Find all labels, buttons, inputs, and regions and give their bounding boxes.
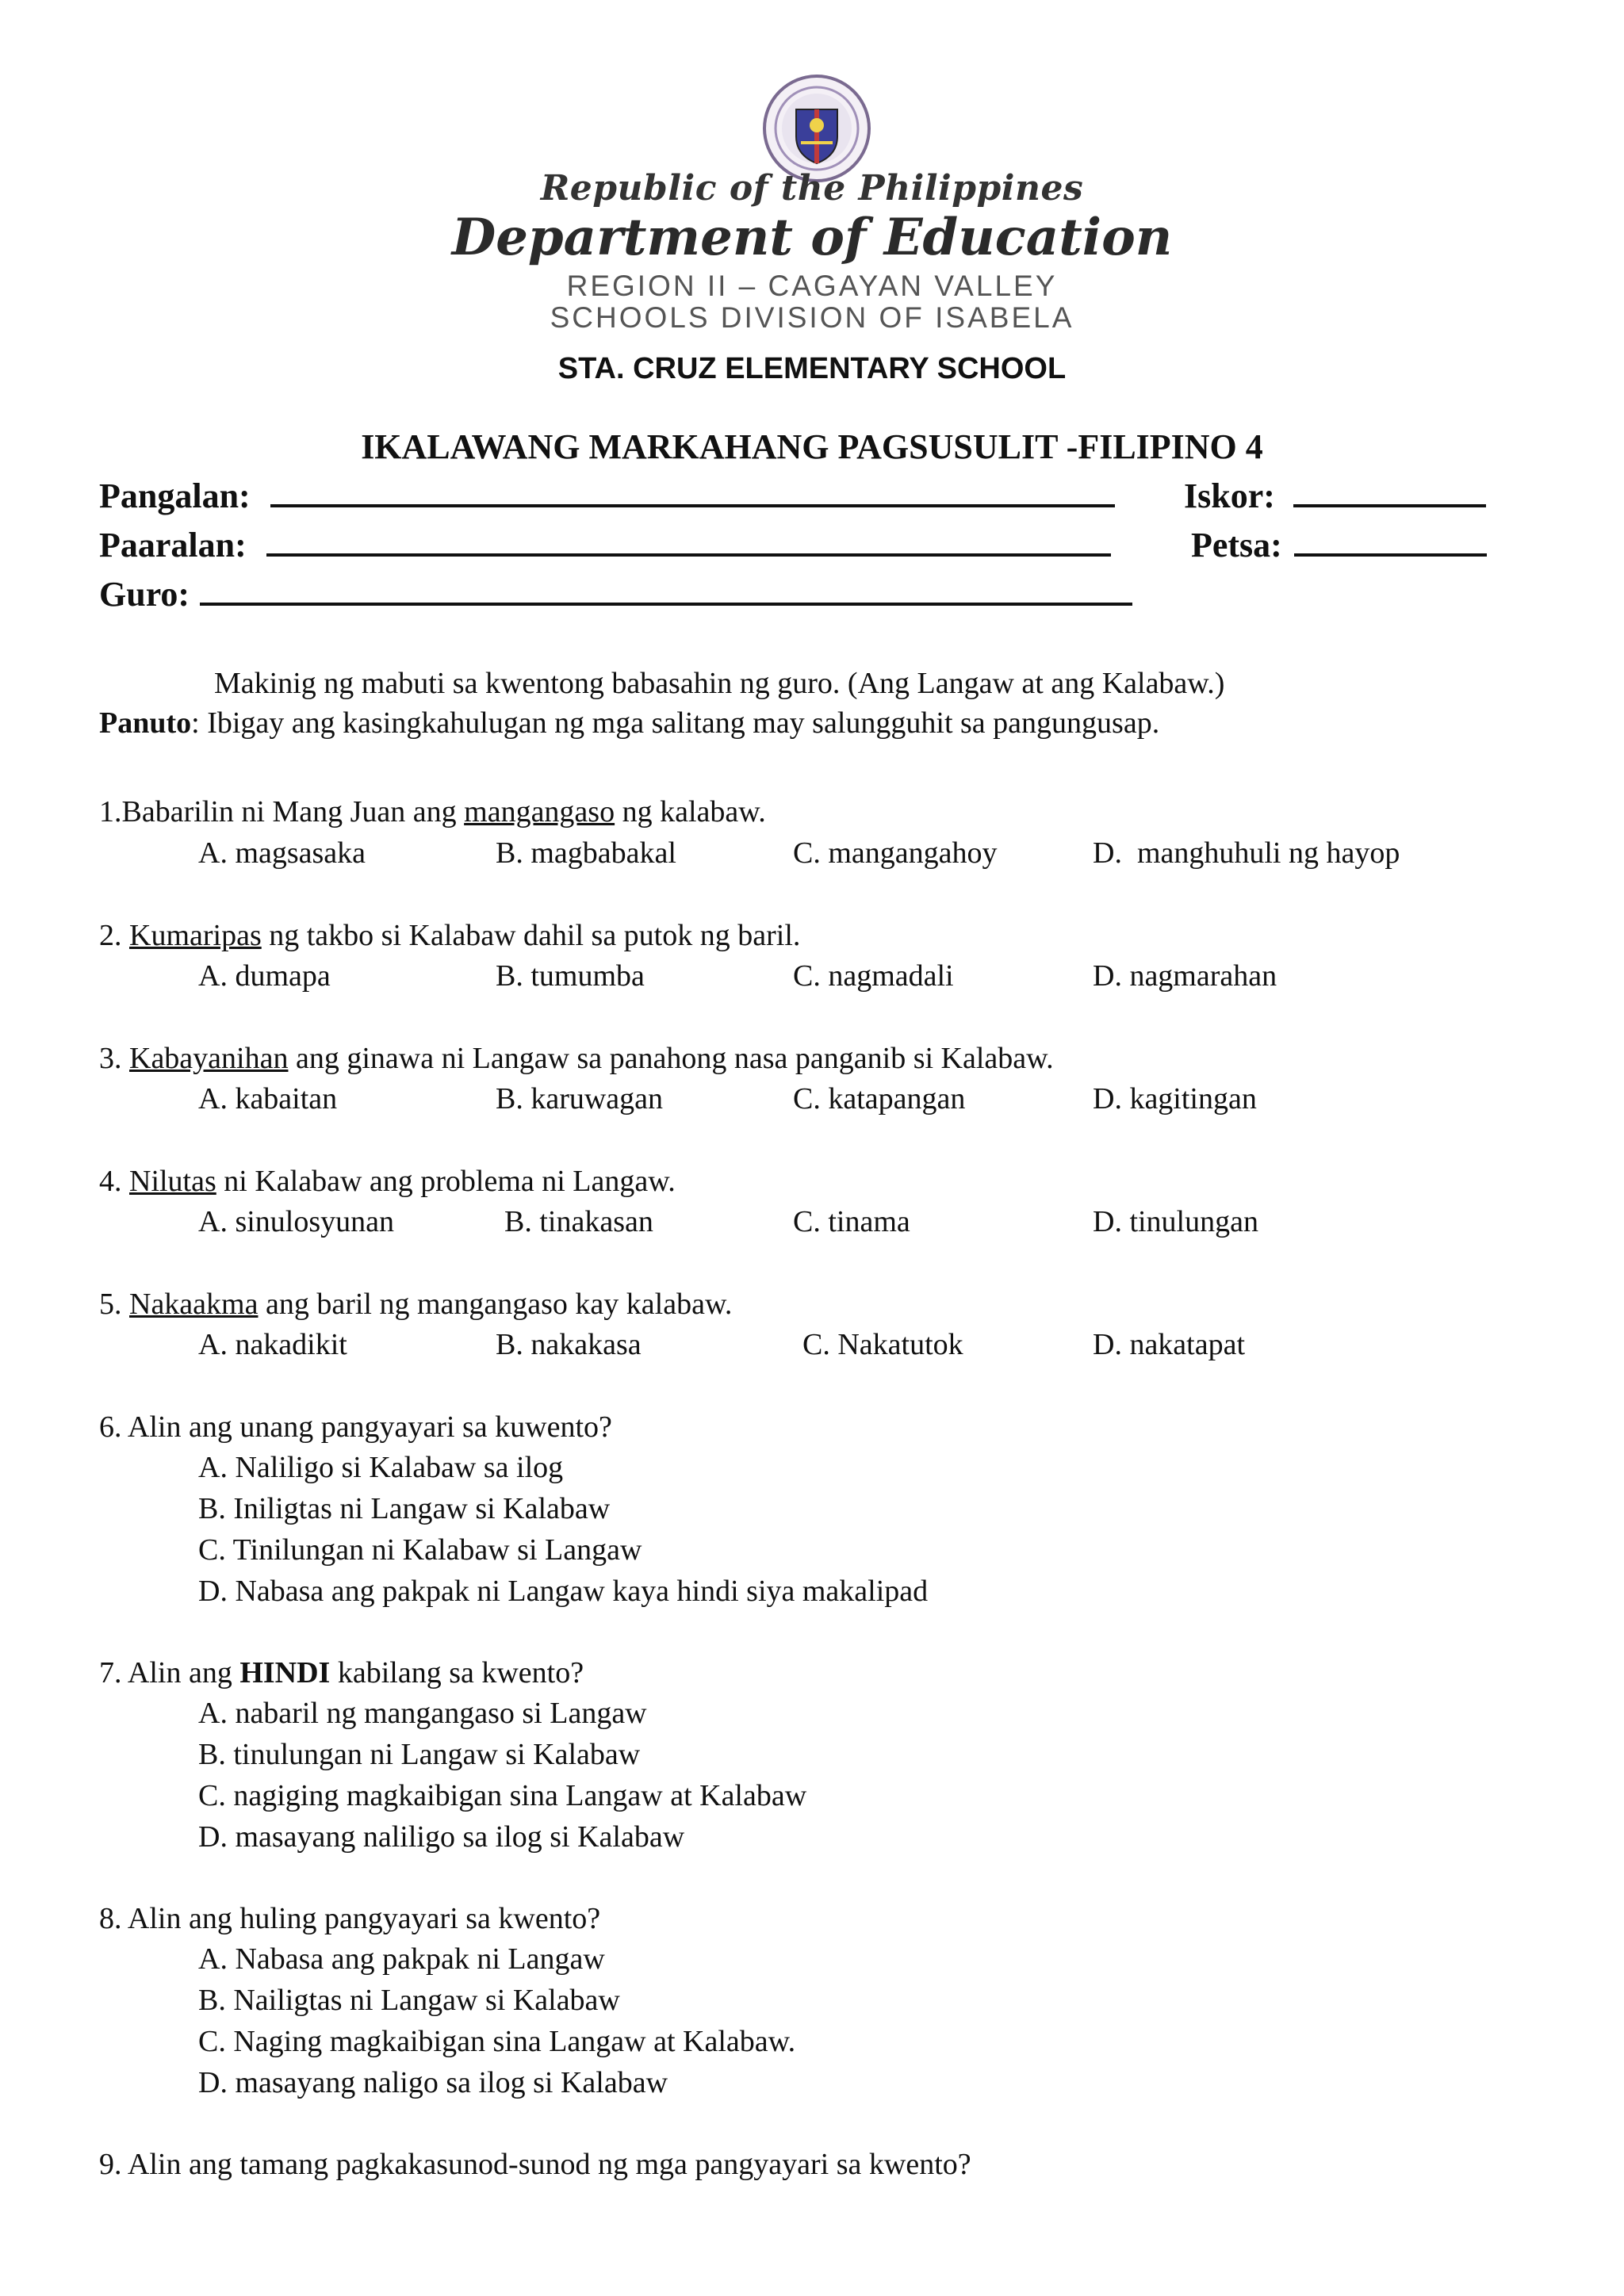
question-7 xyxy=(99,1655,584,1690)
score-field[interactable] xyxy=(1184,474,1486,516)
name-field[interactable] xyxy=(99,474,1115,516)
q8-option-b[interactable]: B. Nailigtas ni Langaw si Kalabaw xyxy=(198,1984,620,2017)
question-8: 8. Alin ang huling pangyayari sa kwento? xyxy=(99,1902,601,1935)
q8-option-a[interactable]: A. Nabasa ang pakpak ni Langaw xyxy=(198,1942,605,1976)
question-2 xyxy=(99,918,800,953)
directions-label: Panuto xyxy=(99,706,192,740)
q3-option-a[interactable]: A. kabaitan xyxy=(198,1082,338,1115)
q6-option-c[interactable]: C. Tinilungan ni Kalabaw si Langaw xyxy=(198,1533,642,1567)
q4-option-d[interactable]: D. tinulungan xyxy=(1093,1205,1258,1238)
teacher-blank[interactable] xyxy=(200,572,1132,606)
school-field[interactable] xyxy=(99,523,1111,565)
q7-option-c[interactable]: C. nagiging magkaibigan sina Langaw at Kalabaw xyxy=(198,1779,807,1812)
q8-option-d[interactable]: D. masayang naligo sa ilog si Kalabaw xyxy=(198,2066,668,2099)
q4-option-b[interactable]: B. tinakasan xyxy=(504,1205,653,1238)
deped-seal-icon xyxy=(761,73,872,184)
q1-option-b[interactable]: B. magbabakal xyxy=(496,836,676,870)
date-blank[interactable] xyxy=(1294,523,1487,557)
underlined-word: mangangaso xyxy=(464,795,615,828)
date-label: Petsa: xyxy=(1191,526,1282,564)
question-text: 3. xyxy=(99,1042,129,1075)
question-text: 7. Alin ang xyxy=(99,1656,240,1689)
score-label: Iskor: xyxy=(1184,476,1275,515)
letterhead xyxy=(0,0,1624,444)
q7-option-b[interactable]: B. tinulungan ni Langaw si Kalabaw xyxy=(198,1738,641,1771)
question-1 xyxy=(99,794,766,829)
school-name: STA. CRUZ ELEMENTARY SCHOOL xyxy=(557,352,1067,385)
underlined-word: Kumaripas xyxy=(129,919,262,952)
date-field[interactable] xyxy=(1191,523,1487,565)
question-text: ng kalabaw. xyxy=(615,795,766,828)
name-blank[interactable] xyxy=(270,474,1115,507)
directions-text: : Ibigay ang kasingkahulugan ng mga salitang may salungguhit sa pangungusap. xyxy=(191,706,1160,740)
division-heading: SCHOOLS DIVISION OF ISABELA xyxy=(550,301,1074,334)
question-4 xyxy=(99,1164,676,1199)
underlined-word: Nilutas xyxy=(129,1165,216,1198)
q5-option-b[interactable]: B. nakakasa xyxy=(496,1328,642,1361)
q5-option-d[interactable]: D. nakatapat xyxy=(1093,1328,1246,1361)
q7-option-d[interactable]: D. masayang naliligo sa ilog si Kalabaw xyxy=(198,1820,685,1854)
question-text: ng takbo si Kalabaw dahil sa putok ng baril. xyxy=(261,919,801,952)
q5-option-c[interactable]: C. Nakatutok xyxy=(802,1328,963,1361)
q1-option-c[interactable]: C. mangangahoy xyxy=(793,836,998,870)
teacher-field[interactable] xyxy=(99,572,1132,614)
question-5 xyxy=(99,1287,732,1322)
score-blank[interactable] xyxy=(1293,474,1486,507)
underlined-word: Kabayanihan xyxy=(129,1042,289,1075)
school-label: Paaralan: xyxy=(99,526,247,564)
question-6: 6. Alin ang unang pangyayari sa kuwento? xyxy=(99,1410,612,1444)
q2-option-d[interactable]: D. nagmarahan xyxy=(1093,959,1277,993)
q6-option-a[interactable]: A. Naliligo si Kalabaw sa ilog xyxy=(198,1451,564,1484)
question-text: kabilang sa kwento? xyxy=(330,1656,584,1689)
question-text: 4. xyxy=(99,1165,129,1198)
q2-option-b[interactable]: B. tumumba xyxy=(496,959,645,993)
question-text: ang baril ng mangangaso kay kalabaw. xyxy=(258,1288,733,1321)
q5-option-a[interactable]: A. nakadikit xyxy=(198,1328,347,1361)
question-text: 1.Babarilin ni Mang Juan ang xyxy=(99,795,465,828)
question-text: ni Kalabaw ang problema ni Langaw. xyxy=(216,1165,676,1198)
republic-heading: Republic of the Philippines xyxy=(540,168,1084,209)
emphasis-word: HINDI xyxy=(239,1656,331,1689)
question-text: 2. xyxy=(99,919,129,952)
q1-option-a[interactable]: A. magsasaka xyxy=(198,836,366,870)
question-text: ang ginawa ni Langaw sa panahong nasa panganib si Kalabaw. xyxy=(288,1042,1054,1075)
q1-option-d[interactable]: D. manghuhuli ng hayop xyxy=(1093,836,1400,870)
q4-option-a[interactable]: A. sinulosyunan xyxy=(198,1205,394,1238)
q3-option-c[interactable]: C. katapangan xyxy=(793,1082,966,1115)
q6-option-d[interactable]: D. Nabasa ang pakpak ni Langaw kaya hindi siya makalipad xyxy=(198,1575,929,1608)
name-label: Pangalan: xyxy=(99,476,251,515)
directions xyxy=(99,706,1159,740)
school-blank[interactable] xyxy=(266,523,1111,557)
q2-option-a[interactable]: A. dumapa xyxy=(198,959,331,993)
region-heading: REGION II – CAGAYAN VALLEY xyxy=(566,270,1058,302)
teacher-label: Guro: xyxy=(99,575,190,614)
exam-title: IKALAWANG MARKAHANG PAGSUSULIT -FILIPINO 4 xyxy=(361,427,1263,466)
q4-option-c[interactable]: C. tinama xyxy=(793,1205,910,1238)
department-heading: Department of Education xyxy=(451,208,1173,267)
q2-option-c[interactable]: C. nagmadali xyxy=(793,959,954,993)
question-text: 5. xyxy=(99,1288,129,1321)
q3-option-b[interactable]: B. karuwagan xyxy=(496,1082,664,1115)
q3-option-d[interactable]: D. kagitingan xyxy=(1093,1082,1257,1115)
q6-option-b[interactable]: B. Iniligtas ni Langaw si Kalabaw xyxy=(198,1492,611,1525)
question-9: 9. Alin ang tamang pagkakasunod-sunod ng mga pangyayari sa kwento? xyxy=(99,2148,971,2181)
listening-instruction: Makinig ng mabuti sa kwentong babasahin ng guro. (Ang Langaw at ang Kalabaw.) xyxy=(214,667,1225,700)
question-3 xyxy=(99,1041,1054,1076)
underlined-word: Nakaakma xyxy=(129,1288,259,1321)
q7-option-a[interactable]: A. nabaril ng mangangaso si Langaw xyxy=(198,1697,647,1730)
q8-option-c[interactable]: C. Naging magkaibigan sina Langaw at Kalabaw. xyxy=(198,2025,796,2058)
